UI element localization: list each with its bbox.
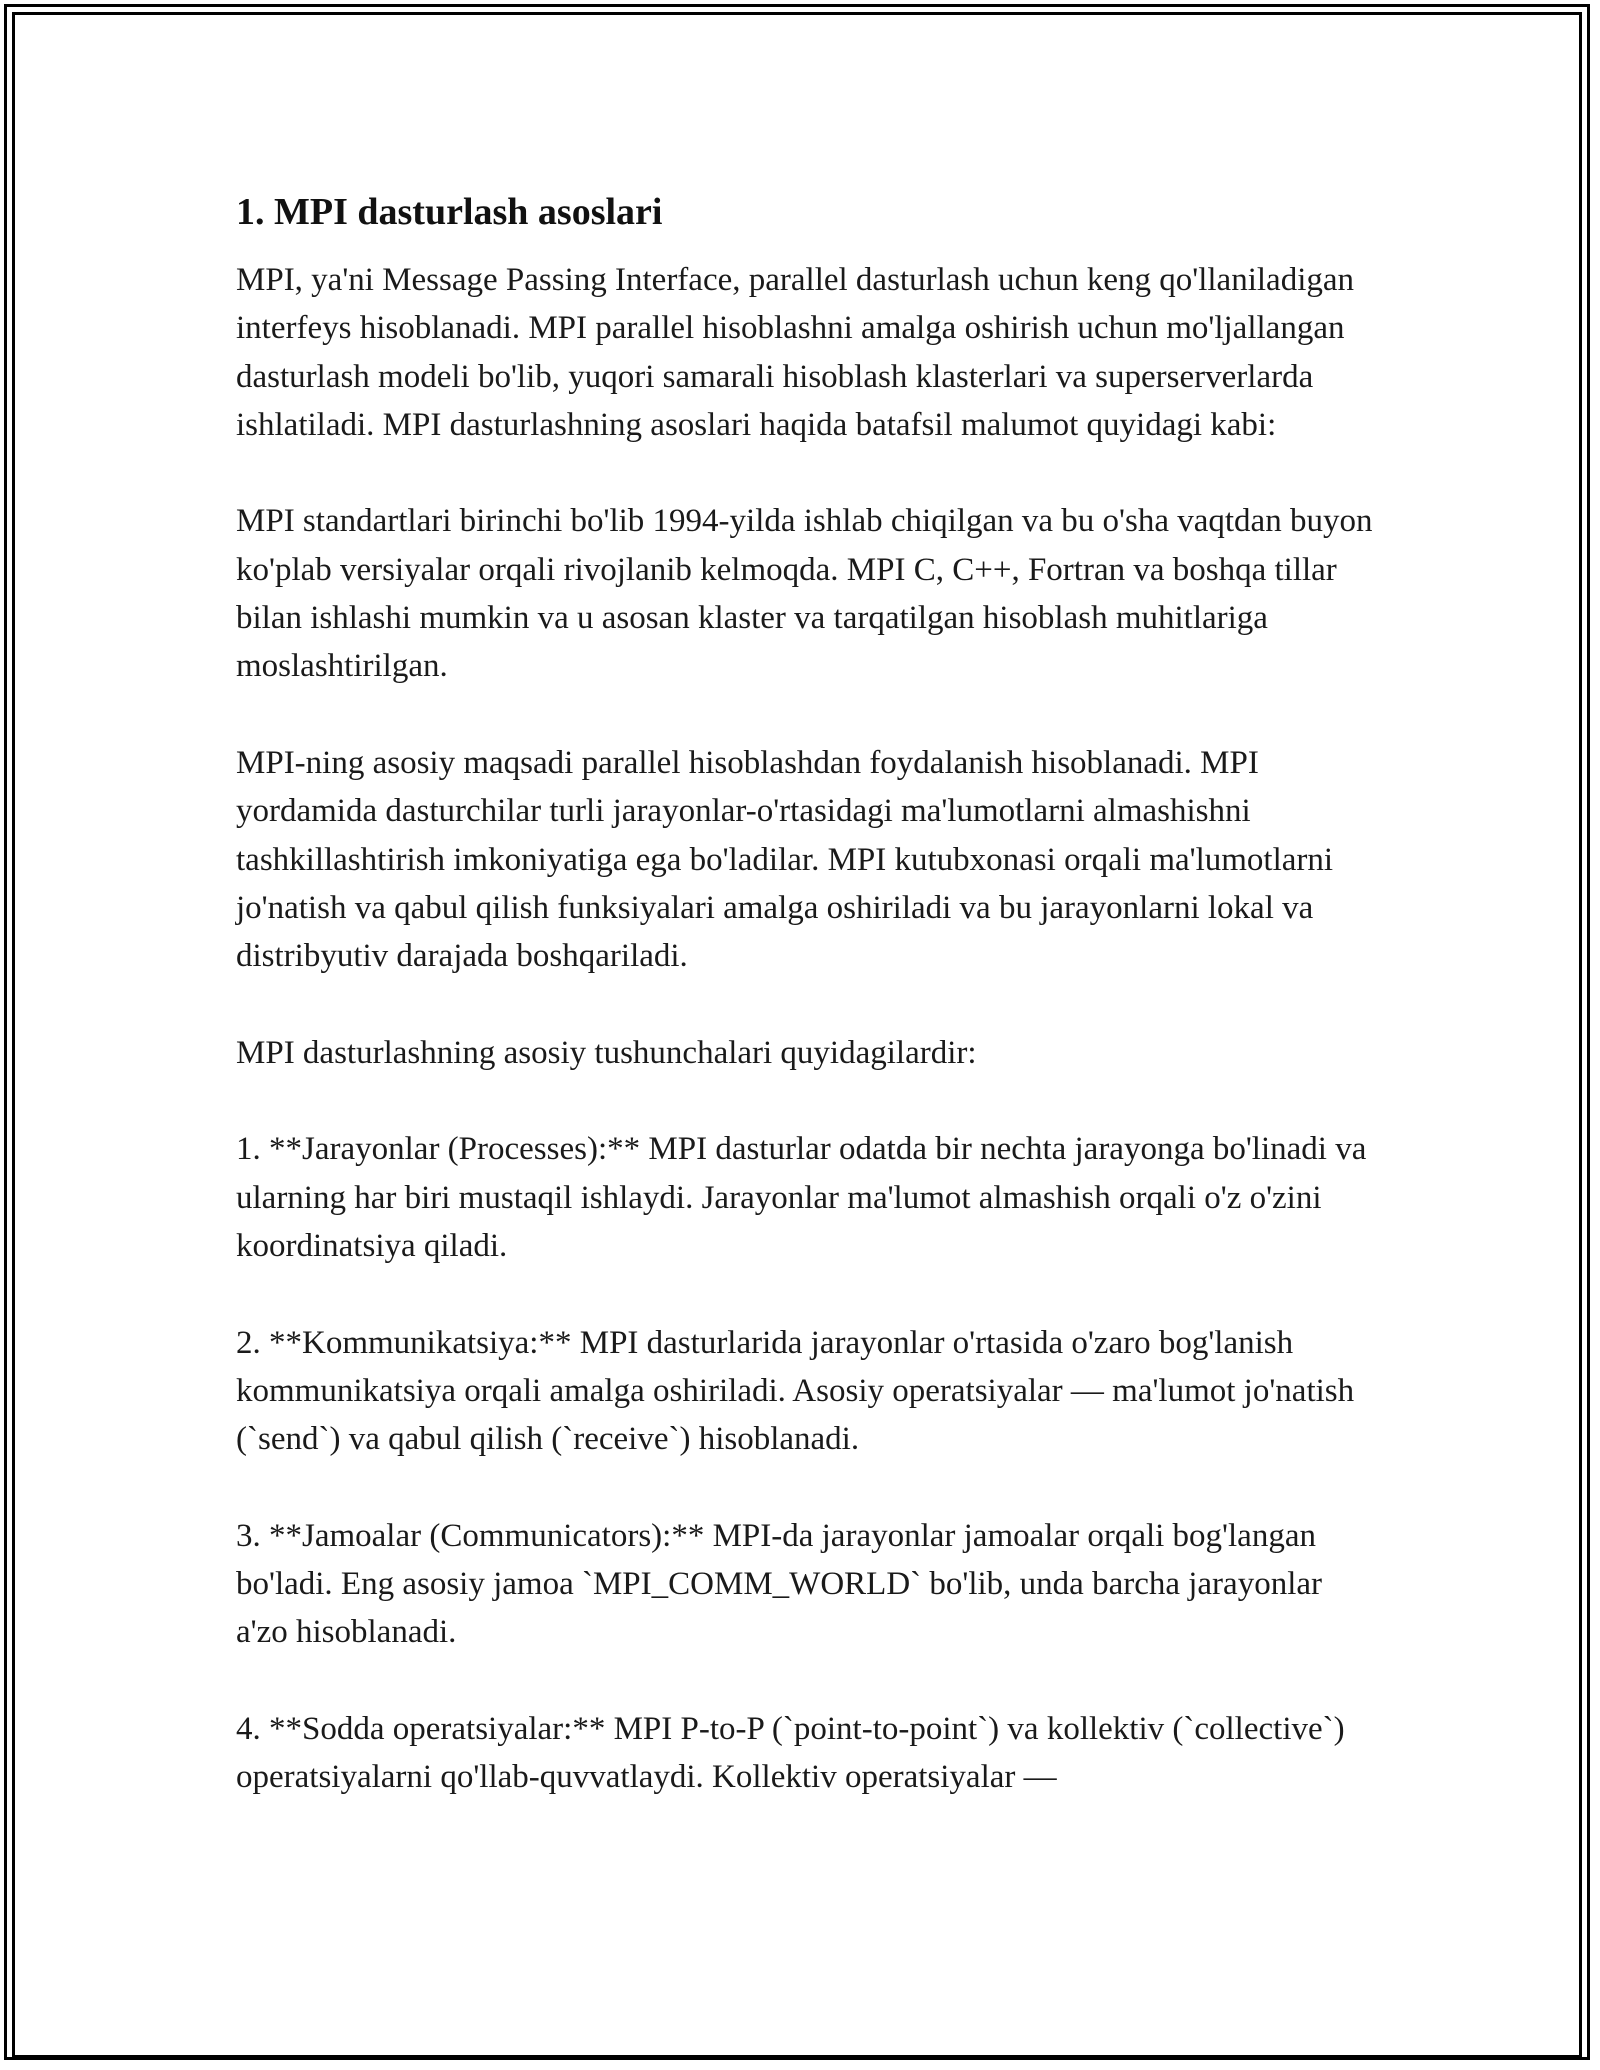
section-heading: 1. MPI dasturlash asoslari [236, 191, 663, 233]
list-item-communicators: 3. **Jamoalar (Communicators):** MPI-da jarayonlar jamoalar orqali bog'langan bo'ladi. Eng asosiy jamoa `MPI_COMM_WORLD` bo'lib, unda barcha jarayonlar a'zo hisoblanadi. [236, 1517, 1323, 1651]
list-item-processes: 1. **Jarayonlar (Processes):** MPI dasturlar odatda bir nechta jarayonga bo'linadi va ularning har biri mustaqil ishlaydi. Jarayonlar ma'lumot almashish orqali o'z o'zini koordinatsiya qiladi. [236, 1131, 1367, 1264]
list-item-communication: 2. **Kommunikatsiya:** MPI dasturlarida jarayonlar o'rtasida o'zaro bog'lanish kommunikatsiya orqali amalga oshiriladi. Asosiy operatsiyalar — ma'lumot jo'natish (`send`) va qabul qilish (`receive`) hisoblanadi. [236, 1324, 1355, 1458]
list-item-simple-operations: 4. **Sodda operatsiyalar:** MPI P-to-P (`point-to-point`) va kollektiv (`collective`) operatsiyalarni qo'llab-quvvatlaydi. Kollektiv operatsiyalar — [236, 1710, 1345, 1796]
paragraph-purpose: MPI-ning asosiy maqsadi parallel hisoblashdan foydalanish hisoblanadi. MPI yordamida dasturchilar turli jarayonlar-o'rtasidagi ma'lumotlarni almashishni tashkillashtirish imkoniyatiga ega bo'ladilar. MPI kutubxonasi orqali ma'lumotlarni jo'natish va qabul qilish funksiyalari amalga oshiriladi va bu jarayonlarni lokal va distribyutiv darajada boshqariladi. [236, 744, 1334, 975]
paragraph-history: MPI standartlari birinchi bo'lib 1994-yilda ishlab chiqilgan va bu o'sha vaqtdan buyon ko'plab versiyalar orqali rivojlanib kelmoqda. MPI C, C++, Fortran va boshqa tillar bilan ishlashi mumkin va u asosan klaster va tarqatilgan hisoblash muhitlariga moslashtirilgan. [236, 503, 1373, 685]
paragraph-concepts-intro: MPI dasturlashning asosiy tushunchalari quyidagilardir: [236, 1034, 977, 1071]
paragraph-intro: MPI, ya'ni Message Passing Interface, parallel dasturlash uchun keng qo'llaniladigan interfeys hisoblanadi. MPI parallel hisoblashni amalga oshirish uchun mo'ljallangan dasturlash modeli bo'lib, yuqori samarali hisoblash klasterlari va superserverlarda ishlatiladi. MPI dasturlashning asoslari haqida batafsil malumot quyidagi kabi: [236, 262, 1355, 443]
document-body [236, 186, 1376, 1802]
